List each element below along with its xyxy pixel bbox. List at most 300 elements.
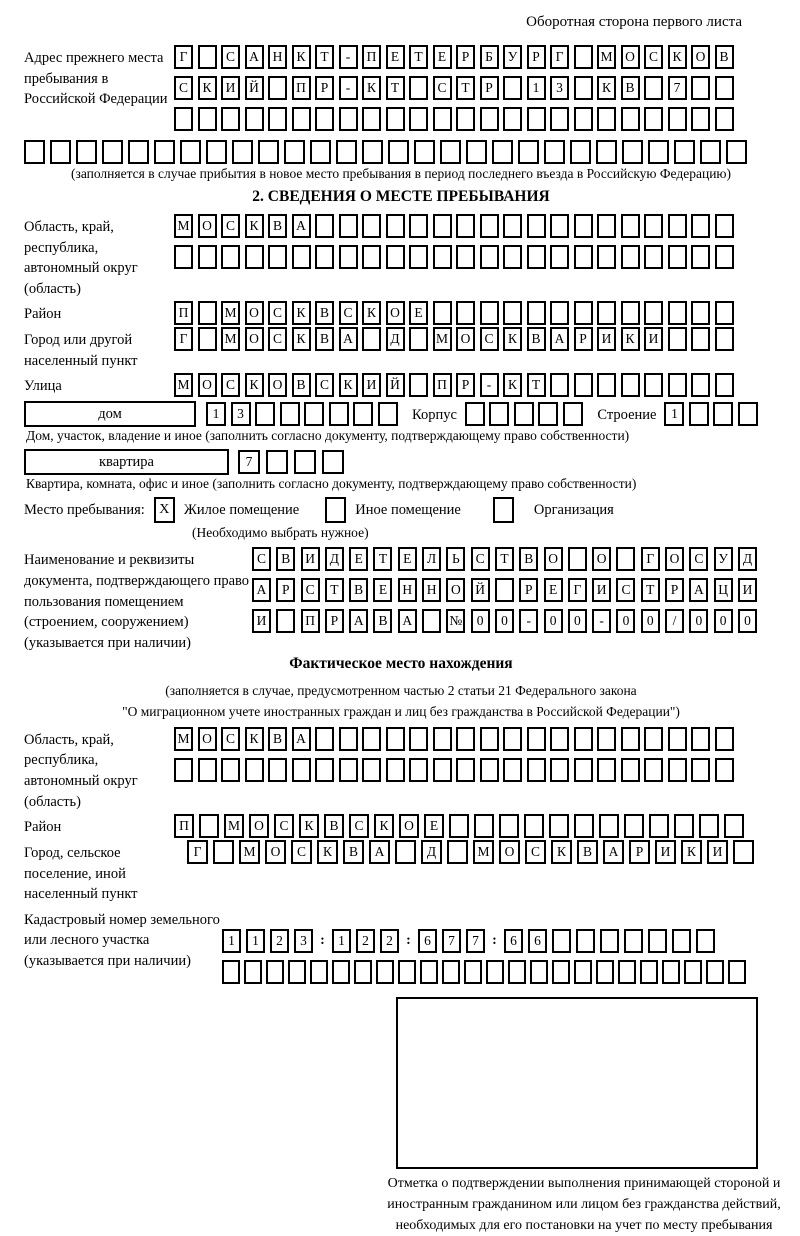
- empty-char-cell: [456, 301, 475, 325]
- empty-char-cell: [315, 727, 334, 751]
- empty-char-cell: [464, 960, 482, 984]
- char-cell: 1: [664, 402, 684, 426]
- empty-char-cell: [198, 327, 217, 351]
- char-cell: И: [597, 327, 616, 351]
- char-cell: С: [221, 373, 240, 397]
- fact-oblast-label: Область, край, республика, автономный округ (область): [24, 731, 138, 810]
- char-cell: К: [292, 301, 311, 325]
- char-cell: Н: [398, 578, 417, 602]
- empty-char-cell: [442, 960, 460, 984]
- empty-char-cell: [691, 245, 710, 269]
- empty-char-cell: [550, 373, 569, 397]
- empty-char-cell: [386, 107, 405, 131]
- char-cell: 3: [231, 402, 251, 426]
- char-cell: -: [480, 373, 499, 397]
- empty-char-cell: [422, 609, 441, 633]
- empty-char-cell: [244, 960, 262, 984]
- char-cell: С: [315, 373, 334, 397]
- prev-address-row-3: [174, 107, 738, 131]
- empty-char-cell: [691, 107, 710, 131]
- empty-char-cell: [221, 107, 240, 131]
- char-cell: О: [665, 547, 684, 571]
- fact-gorod-block: [24, 840, 778, 905]
- prev-address-row-4: [24, 140, 778, 164]
- char-cell: С: [291, 840, 312, 864]
- dom-note: Дом, участок, владение и иное (заполнить согласно документу, подтверждающему право собственности): [26, 428, 630, 444]
- char-cell: В: [315, 327, 334, 351]
- char-cell: В: [349, 578, 368, 602]
- char-cell: В: [324, 814, 344, 838]
- empty-char-cell: [221, 758, 240, 782]
- empty-char-cell: [597, 301, 616, 325]
- char-cell: Р: [574, 327, 593, 351]
- char-cell: К: [374, 814, 394, 838]
- empty-char-cell: [568, 547, 587, 571]
- empty-char-cell: [398, 960, 416, 984]
- document-label: Наименование и реквизиты документа, подтверждающего право пользования помещением (строением, сооружением) (указывается при наличии): [24, 552, 250, 651]
- empty-char-cell: [456, 758, 475, 782]
- ulitsa-row: [174, 373, 738, 397]
- empty-char-cell: [644, 301, 663, 325]
- char-cell: С: [349, 814, 369, 838]
- empty-char-cell: [622, 140, 643, 164]
- checkbox-organizatsiya: [493, 497, 514, 523]
- char-cell: К: [362, 76, 381, 100]
- prev-address-rows: [174, 45, 738, 138]
- empty-char-cell: [433, 301, 452, 325]
- empty-char-cell: [550, 301, 569, 325]
- kadastr-row-2: [222, 960, 750, 984]
- empty-char-cell: [362, 245, 381, 269]
- char-cell: С: [174, 76, 193, 100]
- empty-char-cell: [489, 402, 509, 426]
- char-cell: Е: [386, 45, 405, 69]
- empty-char-cell: [648, 929, 667, 953]
- char-cell: С: [644, 45, 663, 69]
- empty-char-cell: [332, 960, 350, 984]
- empty-char-cell: [527, 758, 546, 782]
- empty-char-cell: [409, 76, 428, 100]
- char-cell: 0: [495, 609, 514, 633]
- empty-char-cell: [222, 960, 240, 984]
- char-cell: П: [292, 76, 311, 100]
- char-cell: Т: [641, 578, 660, 602]
- char-cell: А: [603, 840, 624, 864]
- empty-char-cell: [329, 402, 349, 426]
- char-cell: Е: [409, 301, 428, 325]
- char-cell: О: [268, 373, 287, 397]
- char-cell: К: [245, 214, 264, 238]
- char-cell: Н: [268, 45, 287, 69]
- raion-label: Район: [24, 306, 62, 323]
- char-cell: К: [245, 727, 264, 751]
- char-cell: -: [519, 609, 538, 633]
- empty-char-cell: [292, 245, 311, 269]
- empty-char-cell: [574, 960, 592, 984]
- char-cell: О: [245, 301, 264, 325]
- empty-char-cell: [550, 758, 569, 782]
- char-cell: М: [174, 727, 193, 751]
- empty-char-cell: [715, 373, 734, 397]
- empty-char-cell: [574, 373, 593, 397]
- empty-char-cell: [266, 450, 288, 474]
- empty-char-cell: [624, 929, 643, 953]
- fact-gorod-label: Город, сельское поселение, иной населенный пункт: [24, 845, 138, 903]
- empty-char-cell: [549, 814, 569, 838]
- oblast-row-1: [174, 214, 738, 238]
- char-cell: Т: [386, 76, 405, 100]
- char-cell: К: [503, 327, 522, 351]
- document-row-2: [252, 578, 762, 602]
- char-cell: А: [339, 327, 358, 351]
- empty-char-cell: [570, 140, 591, 164]
- char-cell: О: [691, 45, 710, 69]
- empty-char-cell: [550, 214, 569, 238]
- empty-char-cell: [699, 814, 719, 838]
- empty-char-cell: [538, 402, 558, 426]
- char-cell: Г: [550, 45, 569, 69]
- gorod-row: [174, 327, 738, 351]
- empty-char-cell: [409, 758, 428, 782]
- empty-char-cell: [386, 245, 405, 269]
- empty-char-cell: [574, 245, 593, 269]
- empty-char-cell: [576, 929, 595, 953]
- empty-char-cell: [503, 727, 522, 751]
- char-cell: А: [550, 327, 569, 351]
- char-cell: О: [198, 214, 217, 238]
- empty-char-cell: [508, 960, 526, 984]
- char-cell: Д: [325, 547, 344, 571]
- char-cell: А: [245, 45, 264, 69]
- prev-address-row-1: [174, 45, 738, 69]
- char-cell: П: [174, 814, 194, 838]
- empty-char-cell: [574, 301, 593, 325]
- empty-char-cell: [154, 140, 175, 164]
- char-cell: 3: [294, 929, 313, 953]
- empty-char-cell: [420, 960, 438, 984]
- char-cell: 0: [714, 609, 733, 633]
- empty-char-cell: [440, 140, 461, 164]
- char-cell: С: [689, 547, 708, 571]
- empty-char-cell: [574, 76, 593, 100]
- char-cell: С: [480, 327, 499, 351]
- char-cell: А: [292, 214, 311, 238]
- empty-char-cell: [503, 758, 522, 782]
- empty-char-cell: [433, 758, 452, 782]
- char-cell: К: [681, 840, 702, 864]
- stamp-area: [396, 997, 758, 1169]
- char-cell: №: [446, 609, 465, 633]
- empty-char-cell: [668, 245, 687, 269]
- empty-char-cell: [339, 758, 358, 782]
- prev-address-note: (заполняется в случае прибытия в новое место пребывания в период последнего въезда в Российскую Федерацию): [70, 166, 732, 181]
- char-cell: С: [616, 578, 635, 602]
- empty-char-cell: [621, 301, 640, 325]
- char-cell: 1: [222, 929, 241, 953]
- empty-char-cell: [456, 727, 475, 751]
- char-cell: О: [446, 578, 465, 602]
- empty-char-cell: [362, 758, 381, 782]
- char-cell: Г: [174, 327, 193, 351]
- char-cell: 0: [689, 609, 708, 633]
- empty-char-cell: [527, 301, 546, 325]
- kvartira-cells: [238, 450, 350, 474]
- kadastr-row-1: [222, 929, 750, 953]
- char-cell: А: [349, 609, 368, 633]
- char-cell: С: [471, 547, 490, 571]
- separator-colon: :: [406, 932, 411, 948]
- document-block: [24, 547, 778, 653]
- char-cell: А: [398, 609, 417, 633]
- empty-char-cell: [315, 214, 334, 238]
- char-cell: И: [592, 578, 611, 602]
- empty-char-cell: [433, 214, 452, 238]
- char-cell: К: [292, 45, 311, 69]
- empty-char-cell: [668, 327, 687, 351]
- empty-char-cell: [174, 107, 193, 131]
- char-cell: 2: [356, 929, 375, 953]
- empty-char-cell: [198, 107, 217, 131]
- empty-char-cell: [640, 960, 658, 984]
- char-cell: С: [221, 214, 240, 238]
- char-cell: А: [369, 840, 390, 864]
- char-cell: С: [268, 301, 287, 325]
- empty-char-cell: [624, 814, 644, 838]
- fact-oblast-block: [24, 727, 778, 812]
- empty-char-cell: [618, 960, 636, 984]
- char-cell: 0: [616, 609, 635, 633]
- char-cell: Р: [480, 76, 499, 100]
- empty-char-cell: [456, 214, 475, 238]
- mesto-prebyvaniya-row: [24, 497, 778, 523]
- empty-char-cell: [503, 245, 522, 269]
- fact-raion-row: [174, 814, 749, 838]
- empty-char-cell: [503, 214, 522, 238]
- empty-char-cell: [621, 245, 640, 269]
- fact-note-2: "О миграционном учете иностранных граждан и лиц без гражданства в Российской Федерации"): [122, 703, 680, 719]
- char-cell: В: [527, 327, 546, 351]
- empty-char-cell: [456, 245, 475, 269]
- empty-char-cell: [495, 578, 514, 602]
- empty-char-cell: [268, 76, 287, 100]
- empty-char-cell: [696, 929, 715, 953]
- document-rows: [252, 547, 762, 640]
- char-cell: О: [592, 547, 611, 571]
- char-cell: Й: [471, 578, 490, 602]
- char-cell: Т: [456, 76, 475, 100]
- empty-char-cell: [597, 214, 616, 238]
- kvartira-block: [24, 449, 778, 475]
- char-cell: И: [362, 373, 381, 397]
- empty-char-cell: [480, 727, 499, 751]
- empty-char-cell: [503, 76, 522, 100]
- char-cell: Р: [325, 609, 344, 633]
- empty-char-cell: [597, 373, 616, 397]
- char-cell: О: [198, 373, 217, 397]
- separator-colon: :: [320, 932, 325, 948]
- char-cell: Л: [422, 547, 441, 571]
- char-cell: М: [433, 327, 452, 351]
- empty-char-cell: [414, 140, 435, 164]
- fact-oblast-row-1: [174, 727, 738, 751]
- char-cell: 1: [332, 929, 351, 953]
- char-cell: -: [339, 45, 358, 69]
- kvartira-note: Квартира, комната, офис и иное (заполнить согласно документу, подтверждающему право собственности): [26, 476, 637, 492]
- fact-title: Фактическое место нахождения: [289, 655, 513, 673]
- empty-char-cell: [213, 840, 234, 864]
- char-cell: Р: [315, 76, 334, 100]
- empty-char-cell: [339, 727, 358, 751]
- dom-labelbox: дом: [24, 401, 196, 427]
- char-cell: /: [665, 609, 684, 633]
- char-cell: С: [221, 45, 240, 69]
- document-row-3: [252, 609, 762, 633]
- fact-note-1: (заполняется в случае, предусмотренном частью 2 статьи 21 Федерального закона: [165, 683, 637, 699]
- stamp-note: Отметка о подтверждении выполнения принимающей стороной и иностранным гражданином или лицом без гражданства действий, необходимых для его постановки на учет по месту пребывания: [387, 1175, 781, 1233]
- char-cell: С: [274, 814, 294, 838]
- char-cell: Г: [174, 45, 193, 69]
- empty-char-cell: [199, 814, 219, 838]
- char-cell: 1: [246, 929, 265, 953]
- empty-char-cell: [315, 245, 334, 269]
- empty-char-cell: [527, 245, 546, 269]
- empty-char-cell: [527, 727, 546, 751]
- char-cell: А: [689, 578, 708, 602]
- char-cell: В: [268, 214, 287, 238]
- empty-char-cell: [480, 245, 499, 269]
- empty-char-cell: [284, 140, 305, 164]
- char-cell: Т: [495, 547, 514, 571]
- char-cell: В: [519, 547, 538, 571]
- empty-char-cell: [280, 402, 300, 426]
- section2-title: 2. СВЕДЕНИЯ О МЕСТЕ ПРЕБЫВАНИЯ: [252, 188, 550, 205]
- char-cell: М: [221, 327, 240, 351]
- empty-char-cell: [550, 727, 569, 751]
- empty-char-cell: [245, 245, 264, 269]
- char-cell: Т: [373, 547, 392, 571]
- char-cell: Т: [315, 45, 334, 69]
- empty-char-cell: [376, 960, 394, 984]
- char-cell: Р: [665, 578, 684, 602]
- empty-char-cell: [386, 214, 405, 238]
- empty-char-cell: [621, 214, 640, 238]
- mesto-label: Место пребывания:: [24, 501, 145, 518]
- empty-char-cell: [409, 107, 428, 131]
- kadastr-block: [24, 907, 778, 991]
- empty-char-cell: [174, 758, 193, 782]
- char-cell: О: [249, 814, 269, 838]
- empty-char-cell: [644, 214, 663, 238]
- empty-char-cell: [206, 140, 227, 164]
- char-cell: Д: [738, 547, 757, 571]
- fact-oblast-rows: [174, 727, 738, 789]
- empty-char-cell: [474, 814, 494, 838]
- empty-char-cell: [266, 960, 284, 984]
- empty-char-cell: [674, 140, 695, 164]
- empty-char-cell: [232, 140, 253, 164]
- empty-char-cell: [480, 214, 499, 238]
- empty-char-cell: [596, 960, 614, 984]
- empty-char-cell: [691, 76, 710, 100]
- char-cell: Т: [325, 578, 344, 602]
- char-cell: 2: [380, 929, 399, 953]
- char-cell: Д: [421, 840, 442, 864]
- empty-char-cell: [409, 245, 428, 269]
- char-cell: О: [399, 814, 419, 838]
- empty-char-cell: [672, 929, 691, 953]
- char-cell: И: [707, 840, 728, 864]
- empty-char-cell: [550, 107, 569, 131]
- empty-char-cell: [644, 758, 663, 782]
- empty-char-cell: [24, 140, 45, 164]
- empty-char-cell: [433, 727, 452, 751]
- empty-char-cell: [574, 45, 593, 69]
- empty-char-cell: [268, 758, 287, 782]
- empty-char-cell: [310, 960, 328, 984]
- raion-row: [174, 301, 738, 325]
- empty-char-cell: [524, 814, 544, 838]
- empty-char-cell: [700, 140, 721, 164]
- char-cell: Р: [519, 578, 538, 602]
- empty-char-cell: [715, 758, 734, 782]
- empty-char-cell: [715, 727, 734, 751]
- empty-char-cell: [574, 758, 593, 782]
- char-cell: О: [265, 840, 286, 864]
- empty-char-cell: [691, 727, 710, 751]
- empty-char-cell: [480, 107, 499, 131]
- empty-char-cell: [596, 140, 617, 164]
- char-cell: С: [433, 76, 452, 100]
- empty-char-cell: [503, 301, 522, 325]
- char-cell: У: [714, 547, 733, 571]
- empty-char-cell: [621, 727, 640, 751]
- stroenie-cells: [664, 402, 762, 426]
- ulitsa-label: Улица: [24, 378, 62, 395]
- char-cell: К: [668, 45, 687, 69]
- empty-char-cell: [386, 727, 405, 751]
- char-cell: Е: [398, 547, 417, 571]
- char-cell: Д: [386, 327, 405, 351]
- empty-char-cell: [76, 140, 97, 164]
- empty-char-cell: [674, 814, 694, 838]
- char-cell: Е: [424, 814, 444, 838]
- empty-char-cell: [102, 140, 123, 164]
- empty-char-cell: [649, 814, 669, 838]
- fact-oblast-row-2: [174, 758, 738, 782]
- char-cell: М: [473, 840, 494, 864]
- empty-char-cell: [706, 960, 724, 984]
- char-cell: М: [221, 301, 240, 325]
- char-cell: -: [339, 76, 358, 100]
- prev-address-row-2: [174, 76, 738, 100]
- empty-char-cell: [597, 107, 616, 131]
- char-cell: 1: [206, 402, 226, 426]
- empty-char-cell: [574, 727, 593, 751]
- empty-char-cell: [433, 245, 452, 269]
- char-cell: К: [292, 327, 311, 351]
- char-cell: 0: [738, 609, 757, 633]
- dom-block: [24, 401, 778, 427]
- char-cell: Е: [433, 45, 452, 69]
- char-cell: 0: [641, 609, 660, 633]
- char-cell: В: [577, 840, 598, 864]
- dom-cells: [206, 402, 402, 426]
- char-cell: Ь: [446, 547, 465, 571]
- checkbox-inoe: [325, 497, 346, 523]
- empty-char-cell: [691, 327, 710, 351]
- char-cell: 0: [471, 609, 490, 633]
- char-cell: 3: [550, 76, 569, 100]
